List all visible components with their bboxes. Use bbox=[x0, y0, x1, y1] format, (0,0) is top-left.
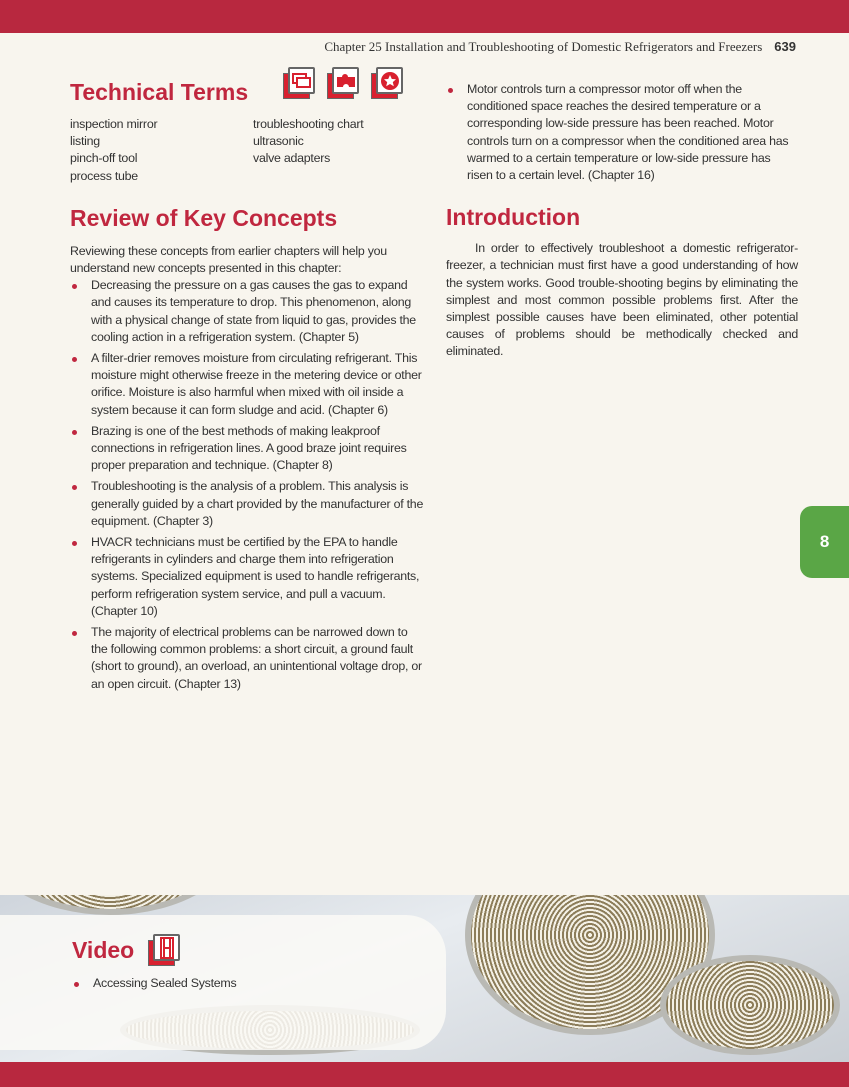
puzzle-icon[interactable] bbox=[327, 67, 359, 99]
list-item: HVACR technicians must be certified by the EPA to handle refrigerants in cylinders and charge them into refrigeration systems. Specialized equipment is used to handle refrigerants, perform refrigeration system service, and pull a vacuum. (Chapter 10) bbox=[70, 534, 426, 620]
term: valve adapters bbox=[253, 151, 331, 166]
list-item: The majority of electrical problems can be narrowed down to the following common problems: a short circuit, a ground fault (short to ground), an overload, an unintentional voltage drop, or an open circuit. (Chapter 13) bbox=[70, 624, 426, 693]
list-item: Troubleshooting is the analysis of a problem. This analysis is generally guided by a chart provided by the manufacturer of the equipment. (Chapter 3) bbox=[70, 478, 426, 530]
introduction-title: Introduction bbox=[446, 204, 581, 231]
review-title: Review of Key Concepts bbox=[70, 204, 338, 231]
technical-terms-title: Technical Terms bbox=[70, 79, 249, 105]
chapter-tab[interactable]: 8 bbox=[800, 506, 849, 578]
right-column bbox=[446, 81, 798, 361]
review-intro: Reviewing these concepts from earlier chapters will help you understand new concepts presented in this chapter: bbox=[70, 243, 387, 276]
term: ultrasonic bbox=[253, 134, 304, 149]
terms-list bbox=[70, 116, 426, 185]
review-list bbox=[70, 277, 426, 693]
term: troubleshooting chart bbox=[253, 117, 364, 131]
list-item: Brazing is one of the best methods of making leakproof connections in refrigeration lines. A good braze joint requires proper preparation and technique. (Chapter 8) bbox=[70, 423, 426, 475]
term: listing bbox=[70, 134, 100, 149]
left-column bbox=[70, 78, 426, 697]
top-bar bbox=[0, 0, 849, 33]
term: pinch-off tool bbox=[70, 151, 138, 166]
page-number: 639 bbox=[774, 39, 796, 54]
video-title: Video bbox=[72, 937, 135, 963]
feature-icons bbox=[283, 67, 403, 99]
bottom-bar bbox=[0, 1062, 849, 1087]
introduction-body: In order to effectively troubleshoot a domestic refrigerator-freezer, a technician must first have a good understanding of how the system works. Good trouble-shooting begins by eliminating the simplest and most common possible problems first. After the simplest possible causes have been eliminated, other potential causes of problems should be methodically checked and eliminated. bbox=[446, 241, 798, 359]
video-link[interactable]: Accessing Sealed Systems bbox=[72, 975, 236, 992]
list-item: Decreasing the pressure on a gas causes the gas to expand and causes its temperature to drop. This phenomenon, along with a physical change of state from liquid to gas, provides the cooling action in a refrigeration system. (Chapter 5) bbox=[70, 277, 426, 346]
list-item: A filter-drier removes moisture from circulating refrigerant. This moisture might otherwise freeze in the metering device or other orifice. Moisture is also harmful when mixed with oil inside a system because it can form sludge and acid. (Chapter 6) bbox=[70, 350, 426, 419]
term: process tube bbox=[70, 168, 138, 183]
film-icon[interactable] bbox=[148, 934, 180, 966]
video-section bbox=[72, 934, 236, 996]
list-item: Motor controls turn a compressor motor off when the conditioned space reaches the desired temperature or a corresponding low-side pressure has been reached. Motor controls turn on a compressor when the conditioned area has warmed to a certain temperature or low-side pressure has risen to a certain level. (Chapter 16) bbox=[446, 81, 798, 184]
running-title: Chapter 25 Installation and Troubleshooting of Domestic Refrigerators and Freezers bbox=[324, 39, 763, 54]
term: inspection mirror bbox=[70, 117, 158, 131]
star-badge-icon[interactable] bbox=[371, 67, 403, 99]
slideshow-icon[interactable] bbox=[283, 67, 315, 99]
running-header bbox=[324, 38, 796, 55]
